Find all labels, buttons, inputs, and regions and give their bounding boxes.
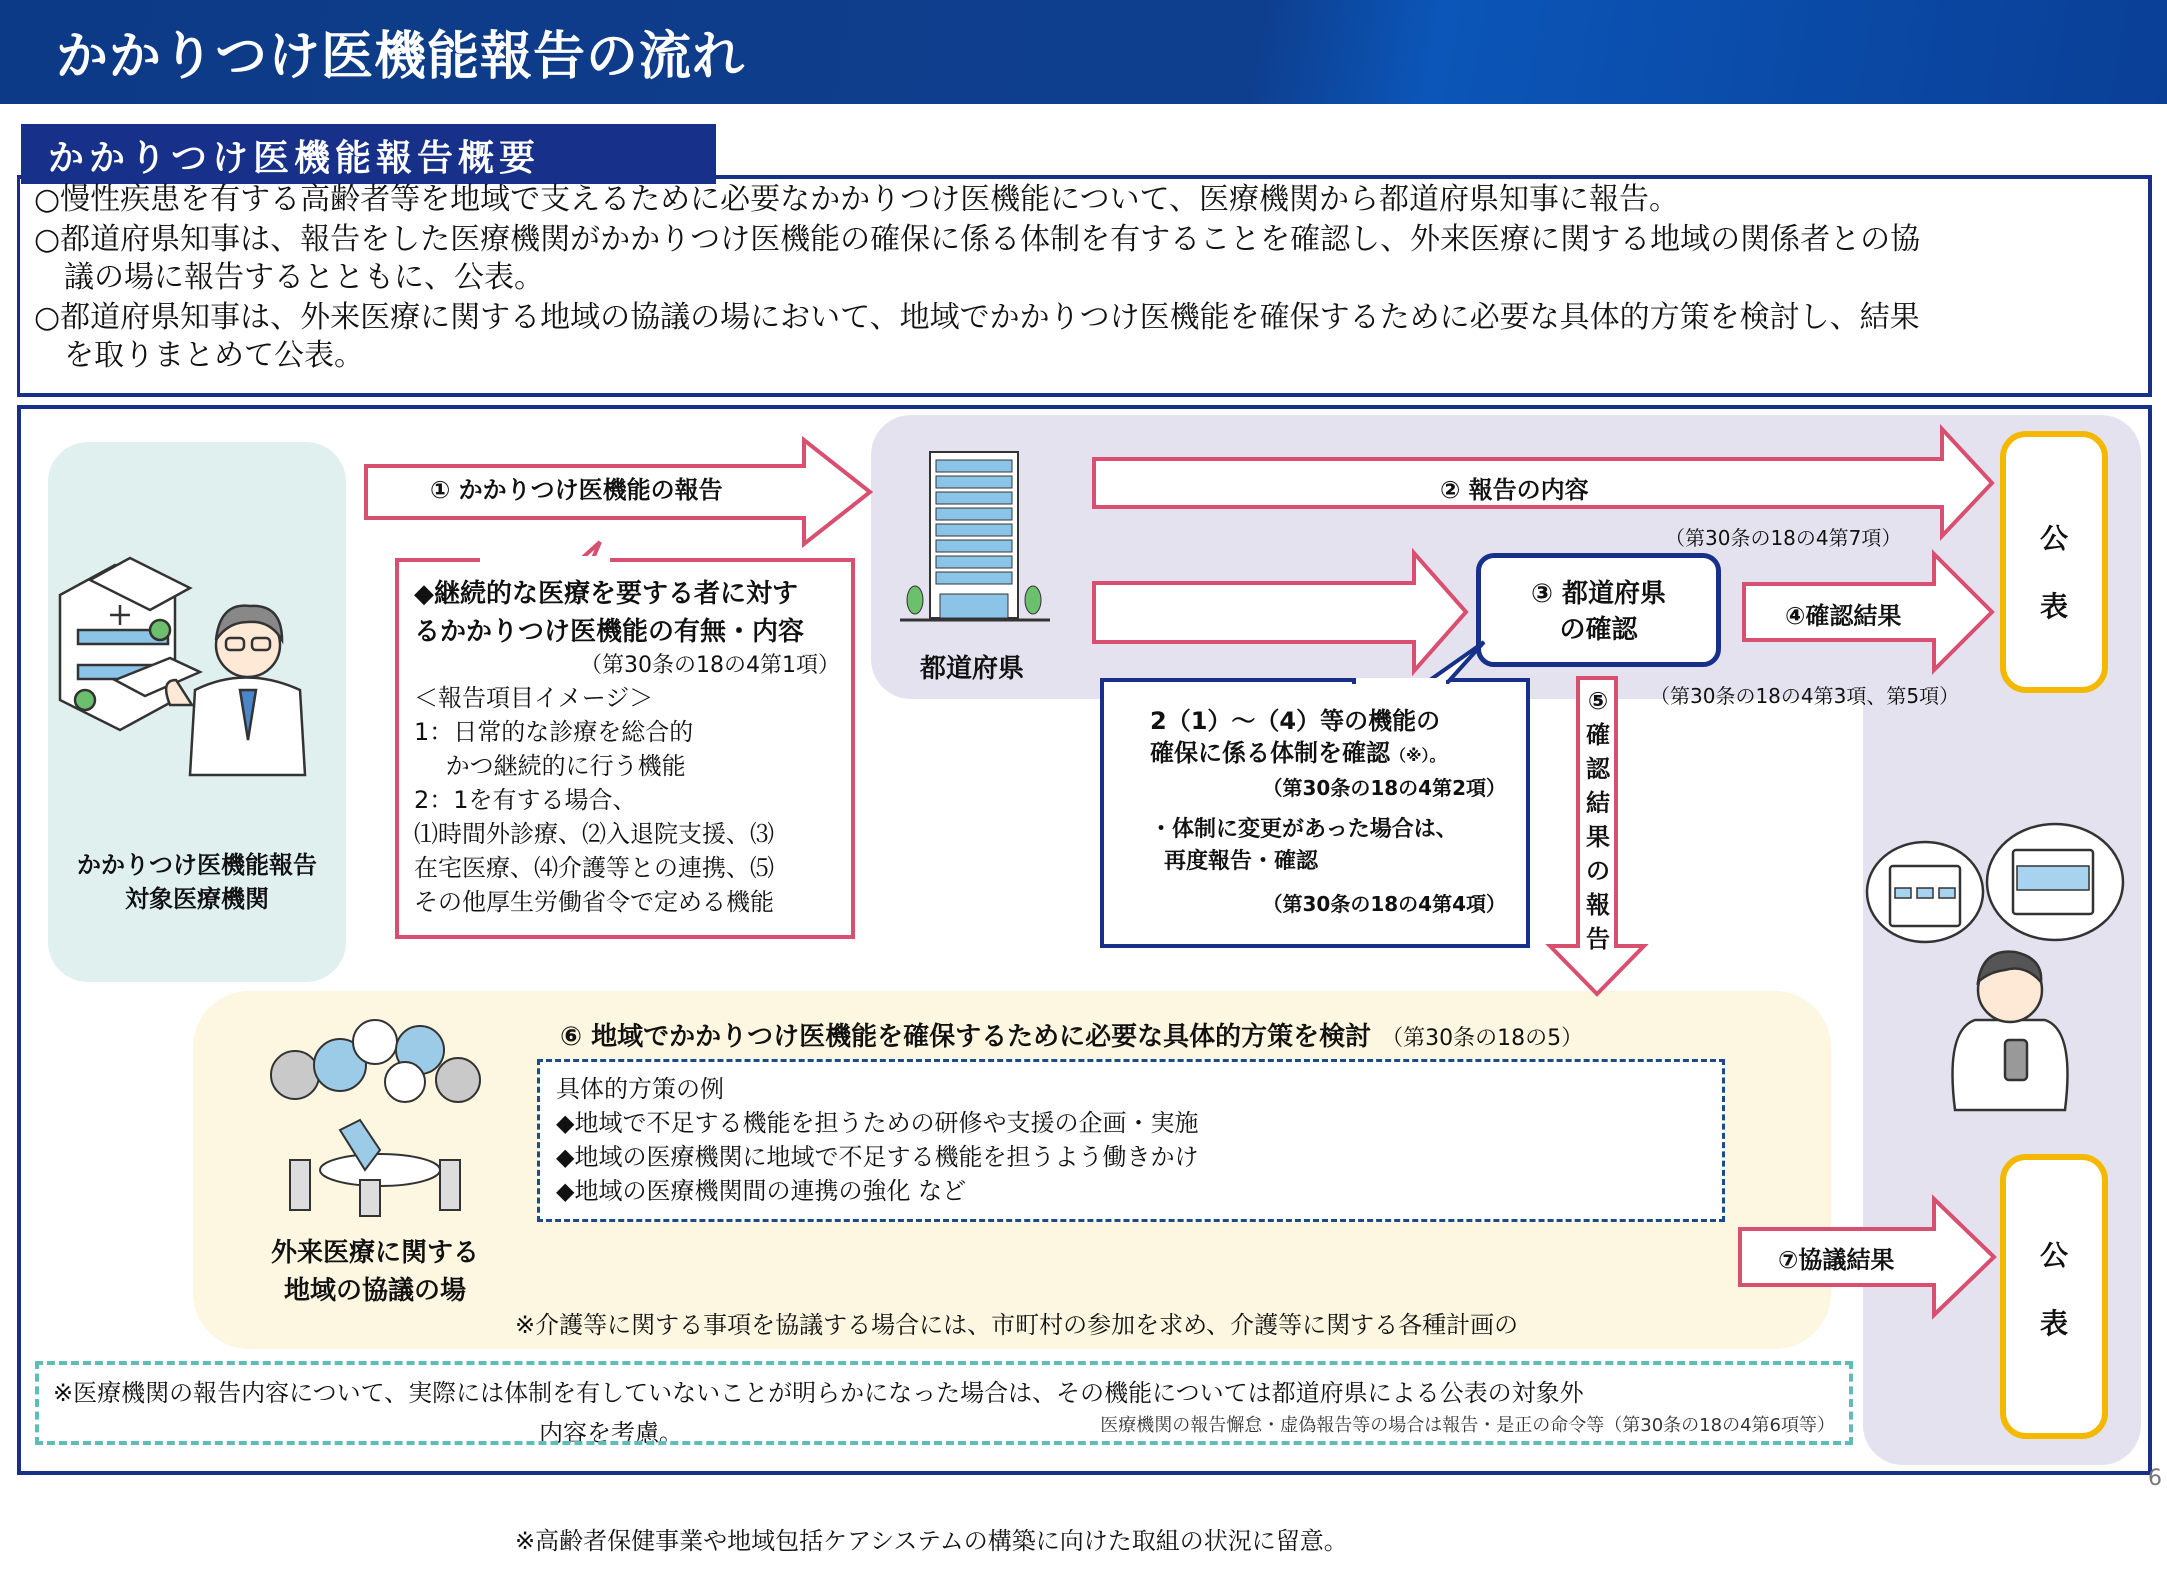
confirm-article1: （第30条の18の4第2項） (1262, 776, 1506, 800)
prefecture-label: 都道府県 (920, 654, 1025, 684)
summary-line: ○慢性疾患を有する高齢者等を地域で支えるために必要なかかりつけ医機能について、医療機関から都道府県知事に報告。 (34, 182, 1679, 217)
report-callout-cover (480, 556, 610, 564)
confirm-detail-content (1150, 705, 1520, 920)
confirm-line1: ③ 都道府県 (1530, 579, 1667, 609)
publish-char: 公 (2039, 522, 2068, 555)
summary-line: を取りまとめて公表。 (34, 338, 364, 373)
arrow-5-char: 報 (1586, 891, 1610, 919)
summary-line: ○都道府県知事は、報告をした医療機関がかかりつけ医機能の確保に係る体制を有することを確認し、外来医療に関する地域の関係者との協 (34, 222, 1921, 257)
institution-label-line1: かかりつけ医機能報告 (77, 851, 317, 879)
example-item: ◆地域で不足する機能を担うための研修や支援の企画・実施 (556, 1109, 1199, 1137)
publish-char: 表 (2039, 590, 2068, 623)
confirm-note-mark: （※）。 (1390, 746, 1446, 765)
arrow-1-label: ① かかりつけ医機能の報告 (430, 476, 723, 504)
footnote-box (35, 1361, 1853, 1445)
confirm-article2: （第30条の18の4第4項） (1262, 892, 1506, 916)
institution-label (48, 848, 346, 916)
confirm-detail-line1: 2（1）～（4）等の機能の (1150, 707, 1441, 735)
confirm-detail-callout-tail (1350, 640, 1490, 684)
examples-box (537, 1059, 1725, 1222)
council-label-line1: 外来医療に関する (270, 1238, 479, 1268)
confirm-change-line1: ・体制に変更があった場合は、 (1150, 817, 1458, 842)
council-label-line2: 地域の協議の場 (283, 1276, 466, 1306)
person-smartphone-illustration (1865, 830, 2135, 1130)
council-note: ※介護等に関する事項を協議する場合には、市町村の参加を求め、介護等に関する各種計画の (515, 1311, 1519, 1339)
summary-line: ○都道府県知事は、外来医療に関する地域の協議の場において、地域でかかりつけ医機能を確保するために必要な具体的方策を検討し、結果 (34, 300, 1920, 335)
arrow-5-char: 確 (1586, 721, 1610, 749)
arrow-5-char: の (1586, 857, 1610, 885)
council-note: ※高齢者保健事業や地域包括ケアシステムの構築に向けた取組の状況に留意。 (515, 1527, 1348, 1555)
council-note: 内容を考慮。 (515, 1419, 683, 1447)
arrow-5-char: 果 (1586, 823, 1610, 851)
report-item: 在宅医療、⑷介護等との連携、⑸ (414, 854, 774, 882)
example-item: ◆地域の医療機関に地域で不足する機能を担うよう働きかけ (556, 1143, 1199, 1171)
publish-box-top (2000, 431, 2108, 693)
page-number: 6 (2148, 1466, 2162, 1491)
report-article: （第30条の18の4第1項） (580, 653, 840, 678)
arrow-5-char: ⑤ (1587, 687, 1609, 715)
arrow-2-article: （第30条の18の4第7項） (1665, 526, 1902, 550)
arrow-2-label: ② 報告の内容 (1440, 476, 1589, 504)
council-title (560, 1016, 1583, 1053)
council-label (255, 1234, 495, 1310)
section-title: かかりつけ医機能報告概要 (48, 138, 541, 179)
office-building-icon (900, 450, 1050, 630)
report-item: ⑴時間外診療、⑵入退院支援、⑶ (414, 820, 774, 848)
publish-box-bottom (2000, 1154, 2108, 1439)
report-item: 1：日常的な診療を総合的 (414, 718, 694, 746)
publish-char: 公 (2039, 1239, 2068, 1272)
arrow-4-label: ④確認結果 (1785, 602, 1902, 630)
example-item: ◆地域の医療機関間の連携の強化 など (556, 1177, 967, 1205)
publish-char: 表 (2039, 1307, 2068, 1340)
report-item: その他厚生労働省令で定める機能 (414, 888, 774, 916)
summary-line: 議の場に報告するとともに、公表。 (34, 260, 544, 295)
arrow-5-label (1578, 684, 1618, 956)
footnote-main: ※医療機関の報告内容について、実際には体制を有していないことが明らかになった場合は、その機能については都道府県による公表の対象外 (53, 1379, 1584, 1407)
report-heading-line2: るかかりつけ医機能の有無・内容 (414, 617, 805, 647)
report-items-content (414, 575, 854, 919)
arrow-5-char: 告 (1586, 925, 1610, 953)
institution-label-line2: 対象医療機関 (125, 885, 269, 913)
footnote-sub: 医療機関の報告懈怠・虚偽報告等の場合は報告・是正の命令等（第30条の18の4第6項等） (1100, 1415, 1835, 1436)
council-title-text: ⑥ 地域でかかりつけ医機能を確保するために必要な具体的方策を検討 (560, 1022, 1372, 1052)
summary-box (17, 175, 2152, 397)
examples-title: 具体的方策の例 (556, 1075, 724, 1103)
prefecture-confirm-text (1476, 576, 1721, 648)
council-article: （第30条の18の5） (1381, 1026, 1584, 1051)
confirm-detail-line2: 確保に係る体制を確認 (1150, 739, 1390, 767)
report-item: かつ継続的に行う機能 (414, 752, 686, 780)
meeting-discussion-illustration (260, 1020, 490, 1220)
page-title: かかりつけ医機能報告の流れ (56, 27, 746, 87)
arrow-4-article: （第30条の18の4第3項、第5項） (1650, 684, 1960, 708)
arrow-5-char: 認 (1586, 755, 1610, 783)
confirm-change-line2: 再度報告・確認 (1164, 849, 1319, 874)
arrow-5-char: 結 (1586, 789, 1610, 817)
report-image-title: ＜報告項目イメージ＞ (414, 684, 654, 712)
report-item: 2：1を有する場合、 (414, 786, 637, 814)
arrow-7-label: ⑦協議結果 (1778, 1246, 1895, 1274)
doctor-hospital-illustration (60, 540, 340, 780)
report-heading-line1: ◆継続的な医療を要する者に対す (414, 579, 798, 609)
confirm-line2: の確認 (1559, 615, 1638, 645)
